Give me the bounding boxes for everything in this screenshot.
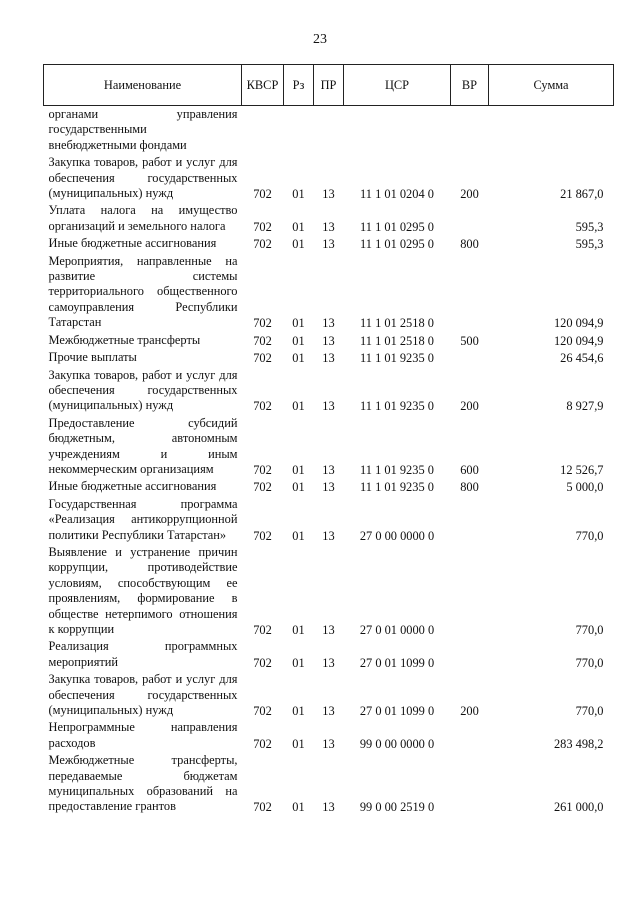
cell-name: Государственная программа «Реализация антикоррупционной политики Республики Татарстан» <box>48 496 238 542</box>
cell-vr <box>451 202 489 235</box>
cell-rz: 01 <box>292 462 305 477</box>
cell-csr: 11 1 01 9235 0 <box>360 480 434 495</box>
cell-rz: 01 <box>292 187 305 202</box>
cell-pr: 13 <box>322 528 335 543</box>
cell-name: Мероприятия, направленные на развитие системы территориального общественного самоуправления Республики Татарстан <box>48 253 238 330</box>
cell-kvsr <box>242 106 284 155</box>
cell-kvsr: 702 <box>253 399 272 414</box>
cell-csr: 99 0 00 2519 0 <box>359 800 435 815</box>
cell-kvsr: 702 <box>253 704 272 719</box>
cell-rz <box>284 106 314 155</box>
cell-name: Межбюджетные трансферты, передаваемые бюджетам муниципальных образований на предоставление грантов <box>48 753 238 814</box>
table-header <box>44 65 614 106</box>
cell-sum: 770,0 <box>575 528 604 543</box>
cell-name: органами управления государственными внебюджетными фондами <box>48 107 238 152</box>
cell-rz: 01 <box>292 736 305 751</box>
cell-csr: 11 1 01 2518 0 <box>360 333 434 348</box>
table-row <box>44 253 614 332</box>
table-row <box>44 719 614 752</box>
cell-rz: 01 <box>292 351 305 366</box>
cell-sum: 12 526,7 <box>560 462 604 477</box>
cell-vr <box>451 752 489 816</box>
cell-sum: 120 094,9 <box>553 316 604 331</box>
cell-rz: 01 <box>292 623 305 637</box>
cell-csr: 27 0 01 1099 0 <box>359 655 435 670</box>
cell-csr: 11 1 01 9235 0 <box>360 351 434 366</box>
cell-name: Реализация программных мероприятий <box>48 639 238 669</box>
cell-vr <box>451 719 489 752</box>
table-row <box>44 332 614 349</box>
cell-kvsr: 702 <box>253 528 272 543</box>
cell-name: Предоставление субсидий бюджетным, автономным учреждениям и иным некоммерческим организациям <box>48 415 238 476</box>
cell-csr <box>344 106 451 155</box>
cell-vr <box>451 349 489 366</box>
cell-kvsr: 702 <box>253 333 272 348</box>
cell-csr: 11 1 01 0204 0 <box>360 187 434 202</box>
table-row <box>44 415 614 479</box>
cell-csr: 27 0 01 1099 0 <box>359 704 435 719</box>
cell-name: Выявление и устранение причин коррупции, противодействие условиям, способствующим ее проявлениям, формирование в обществе нетерпимого отношения к коррупции <box>48 544 238 636</box>
table-row <box>44 154 614 202</box>
cell-pr: 13 <box>322 736 335 751</box>
cell-kvsr: 702 <box>253 219 272 234</box>
cell-name: Уплата налога на имущество организаций и земельного налога <box>48 203 238 233</box>
table-row <box>44 478 614 495</box>
cell-pr: 13 <box>322 316 335 331</box>
cell-pr: 13 <box>322 351 335 366</box>
cell-vr: 800 <box>460 480 479 495</box>
header-kvsr: КВСР <box>242 65 284 106</box>
cell-vr <box>451 544 489 638</box>
table-row <box>44 638 614 671</box>
table-row <box>44 544 614 638</box>
table-row <box>44 202 614 235</box>
cell-csr: 11 1 01 9235 0 <box>360 399 434 414</box>
cell-kvsr: 702 <box>253 316 272 331</box>
cell-vr: 200 <box>460 399 479 414</box>
cell-vr <box>451 496 489 544</box>
cell-kvsr: 702 <box>253 462 272 477</box>
cell-sum <box>489 106 614 155</box>
cell-kvsr: 702 <box>253 480 272 495</box>
cell-vr: 600 <box>460 462 479 477</box>
cell-kvsr: 702 <box>253 237 272 252</box>
cell-vr: 500 <box>460 333 479 348</box>
table-row <box>44 496 614 544</box>
cell-csr: 11 1 01 0295 0 <box>360 219 434 234</box>
cell-pr: 13 <box>322 219 335 234</box>
cell-rz: 01 <box>292 237 305 252</box>
cell-pr: 13 <box>322 237 335 252</box>
cell-sum: 8 927,9 <box>566 399 604 414</box>
cell-sum: 21 867,0 <box>560 187 604 202</box>
cell-csr: 11 1 01 0295 0 <box>360 237 434 252</box>
cell-sum: 770,0 <box>575 704 604 719</box>
cell-kvsr: 702 <box>253 623 272 637</box>
header-pr: ПР <box>314 65 344 106</box>
cell-kvsr: 702 <box>253 655 272 670</box>
cell-vr <box>451 106 489 155</box>
cell-kvsr: 702 <box>253 800 272 815</box>
header-vr: ВР <box>451 65 489 106</box>
cell-csr: 11 1 01 9235 0 <box>360 462 434 477</box>
table-row <box>44 367 614 415</box>
cell-csr: 27 0 00 0000 0 <box>359 528 435 543</box>
header-name: Наименование <box>44 65 242 106</box>
cell-rz: 01 <box>292 399 305 414</box>
cell-pr <box>314 106 344 155</box>
cell-name: Закупка товаров, работ и услуг для обеспечения государственных (муниципальных) нужд <box>48 672 238 718</box>
cell-sum: 595,3 <box>575 237 604 252</box>
cell-name: Закупка товаров, работ и услуг для обеспечения государственных (муниципальных) нужд <box>48 367 238 413</box>
cell-vr: 200 <box>460 187 479 202</box>
cell-pr: 13 <box>322 333 335 348</box>
cell-rz: 01 <box>292 655 305 670</box>
table-row <box>44 671 614 719</box>
page-number: 23 <box>313 32 327 47</box>
table-row <box>44 235 614 252</box>
cell-kvsr: 702 <box>253 351 272 366</box>
cell-sum: 261 000,0 <box>553 800 604 815</box>
cell-rz: 01 <box>292 316 305 331</box>
cell-csr: 11 1 01 2518 0 <box>360 316 434 331</box>
cell-sum: 283 498,2 <box>553 736 604 751</box>
cell-name: Непрограммные направления расходов <box>48 720 238 750</box>
budget-table <box>43 64 614 816</box>
cell-name: Иные бюджетные ассигнования <box>48 479 217 494</box>
table-body <box>44 106 614 816</box>
cell-pr: 13 <box>322 462 335 477</box>
cell-rz: 01 <box>292 219 305 234</box>
table-row <box>44 349 614 366</box>
cell-rz: 01 <box>292 333 305 348</box>
header-rz: Рз <box>284 65 314 106</box>
cell-pr: 13 <box>322 480 335 495</box>
cell-kvsr: 702 <box>253 187 272 202</box>
header-sum: Сумма <box>489 65 614 106</box>
cell-sum: 5 000,0 <box>566 480 604 495</box>
cell-name: Прочие выплаты <box>48 350 137 365</box>
cell-sum: 595,3 <box>575 219 604 234</box>
cell-pr: 13 <box>322 623 335 637</box>
table-row <box>44 752 614 816</box>
cell-sum: 26 454,6 <box>560 351 604 366</box>
cell-rz: 01 <box>292 480 305 495</box>
cell-pr: 13 <box>322 399 335 414</box>
header-csr: ЦСР <box>344 65 451 106</box>
cell-sum: 770,0 <box>575 623 604 637</box>
cell-csr: 27 0 01 0000 0 <box>359 623 435 637</box>
cell-sum: 770,0 <box>575 655 604 670</box>
cell-sum: 120 094,9 <box>553 333 604 348</box>
cell-vr: 200 <box>460 704 479 719</box>
table-row <box>44 106 614 155</box>
cell-kvsr: 702 <box>253 736 272 751</box>
cell-rz: 01 <box>292 528 305 543</box>
cell-pr: 13 <box>322 187 335 202</box>
cell-name: Иные бюджетные ассигнования <box>48 236 217 251</box>
cell-pr: 13 <box>322 704 335 719</box>
cell-vr <box>451 253 489 332</box>
cell-rz: 01 <box>292 800 305 815</box>
cell-csr: 99 0 00 0000 0 <box>359 736 435 751</box>
cell-rz: 01 <box>292 704 305 719</box>
cell-name: Межбюджетные трансферты <box>48 332 201 347</box>
cell-vr: 800 <box>460 237 479 252</box>
cell-vr <box>451 638 489 671</box>
cell-pr: 13 <box>322 800 335 815</box>
cell-name: Закупка товаров, работ и услуг для обеспечения государственных (муниципальных) нужд <box>48 155 238 201</box>
cell-pr: 13 <box>322 655 335 670</box>
